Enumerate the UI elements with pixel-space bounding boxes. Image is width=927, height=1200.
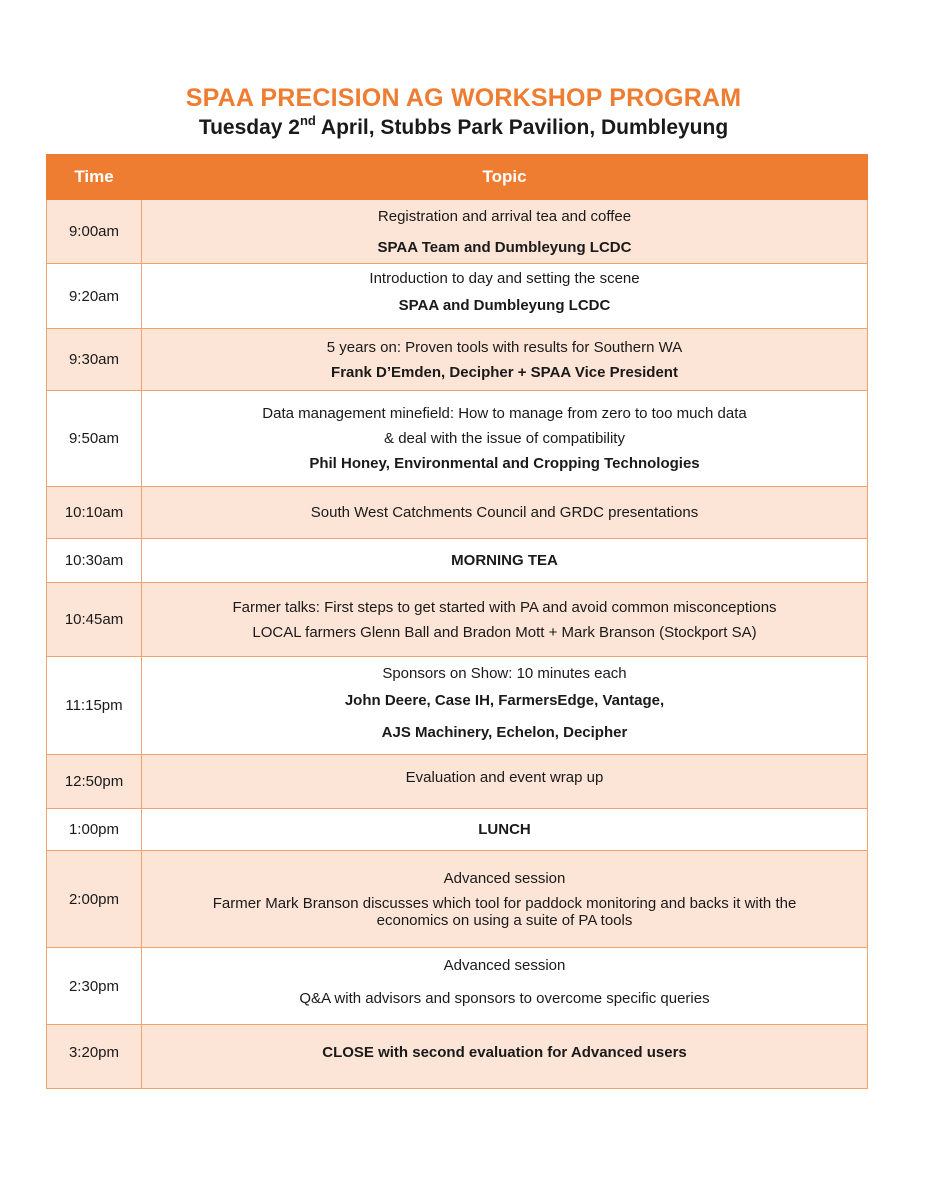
topic-line: Advanced session: [443, 869, 566, 887]
topic-cell: [142, 264, 868, 329]
topic-line: LOCAL farmers Glenn Ball and Bradon Mott + Mark Branson (Stockport SA): [252, 623, 757, 641]
speaker-line: Phil Honey, Environmental and Cropping Technologies: [309, 455, 700, 472]
table-row: [47, 948, 868, 1025]
table-row: [47, 264, 868, 329]
table-row: [47, 391, 868, 487]
speaker-line: AJS Machinery, Echelon, Decipher: [381, 723, 628, 741]
program-table: [46, 154, 868, 1089]
topic-cell: [142, 391, 868, 487]
topic-cell: [142, 329, 868, 391]
topic-cell: [142, 948, 868, 1025]
time-cell: 12:50pm: [47, 755, 142, 809]
table-row: [47, 1025, 868, 1089]
topic-line: Farmer Mark Branson discusses which tool for paddock monitoring and backs it with the: [212, 894, 797, 912]
table-row: [47, 583, 868, 657]
subtitle-date: Tuesday 2: [198, 116, 300, 139]
time-cell: 9:00am: [47, 200, 142, 264]
time-column-header: Time: [47, 155, 142, 200]
topic-line: MORNING TEA: [451, 552, 558, 569]
table-row: [47, 809, 868, 851]
topic-line: LUNCH: [478, 821, 531, 838]
topic-cell: [142, 755, 868, 809]
time-cell: 3:20pm: [47, 1025, 142, 1089]
speaker-line: John Deere, Case IH, FarmersEdge, Vantage,: [344, 691, 665, 709]
time-cell: 10:45am: [47, 583, 142, 657]
topic-line: Introduction to day and setting the scene: [369, 270, 640, 287]
speaker-line: Frank D’Emden, Decipher + SPAA Vice President: [331, 363, 678, 381]
topic-cell: [142, 539, 868, 583]
time-cell: 10:10am: [47, 487, 142, 539]
program-title: SPAA PRECISION AG WORKSHOP PROGRAM: [185, 84, 742, 112]
table-header-row: [47, 155, 868, 200]
speaker-line: SPAA Team and Dumbleyung LCDC: [377, 238, 632, 256]
topic-cell: [142, 851, 868, 948]
topic-line: CLOSE with second evaluation for Advanced users: [322, 1044, 687, 1061]
topic-line: South West Catchments Council and GRDC presentations: [310, 504, 699, 521]
table-row: [47, 487, 868, 539]
topic-cell: [142, 1025, 868, 1089]
time-cell: 9:50am: [47, 391, 142, 487]
time-cell: 2:30pm: [47, 948, 142, 1025]
table-row: [47, 755, 868, 809]
topic-cell: [142, 657, 868, 755]
table-row: [47, 329, 868, 391]
time-cell: 9:30am: [47, 329, 142, 391]
topic-line: economics on using a suite of PA tools: [376, 911, 633, 929]
topic-column-header: Topic: [142, 155, 868, 200]
time-cell: 10:30am: [47, 539, 142, 583]
speaker-line: SPAA and Dumbleyung LCDC: [398, 297, 611, 314]
table-row: [47, 200, 868, 264]
table-row: [47, 539, 868, 583]
subtitle-venue: April, Stubbs Park Pavilion, Dumbleyung: [315, 116, 729, 139]
subtitle-date-suffix: nd: [299, 113, 316, 128]
topic-cell: [142, 487, 868, 539]
time-cell: 11:15pm: [47, 657, 142, 755]
topic-line: Advanced session: [443, 957, 566, 974]
program-subtitle: [0, 113, 927, 140]
time-cell: 2:00pm: [47, 851, 142, 948]
time-cell: 9:20am: [47, 264, 142, 329]
topic-line: Evaluation and event wrap up: [405, 769, 604, 786]
topic-line: Data management minefield: How to manage from zero to too much data: [262, 405, 747, 422]
table-row: [47, 851, 868, 948]
topic-line: Sponsors on Show: 10 minutes each: [382, 664, 627, 682]
topic-line: 5 years on: Proven tools with results for Southern WA: [326, 338, 683, 356]
table-row: [47, 657, 868, 755]
topic-line: Farmer talks: First steps to get started with PA and avoid common misconceptions: [232, 598, 777, 616]
time-cell: 1:00pm: [47, 809, 142, 851]
topic-line: Q&A with advisors and sponsors to overcome specific queries: [299, 990, 710, 1007]
topic-line: & deal with the issue of compatibility: [384, 430, 625, 447]
topic-cell: [142, 200, 868, 264]
topic-cell: [142, 809, 868, 851]
topic-line: Registration and arrival tea and coffee: [377, 207, 632, 225]
topic-cell: [142, 583, 868, 657]
